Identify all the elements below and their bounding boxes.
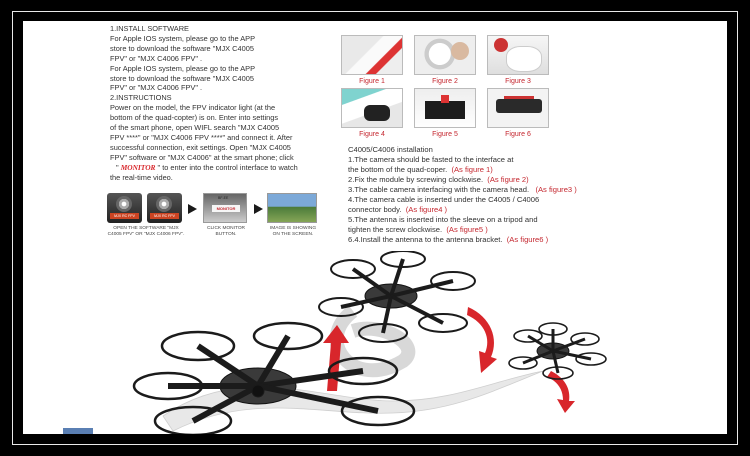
figure-5 [414, 88, 476, 138]
text-line: FPV" software or "MJX C4006" at the smart phone; click [110, 152, 294, 162]
software-instructions [110, 24, 345, 183]
step-click-monitor [203, 193, 249, 237]
install-step: 5.The antenna is inserted into the sleeve on a tripod and [348, 215, 538, 224]
camera-lens-icon [116, 196, 132, 212]
figure-image [414, 35, 476, 75]
text-line [110, 163, 345, 173]
step-open-software [107, 193, 185, 237]
text-line: For Apple IOS system, please go to the APP [110, 63, 256, 73]
figure-ref: (As figure6 ) [506, 235, 549, 244]
install-step: 4.The camera cable is inserted under the C4005 / C4006 [348, 195, 540, 204]
monitor-button: MONITOR [212, 205, 240, 212]
install-step [348, 185, 678, 195]
install-text: 6.4.Install the antenna to the antenna bracket. [348, 235, 503, 244]
figure-image [341, 88, 403, 128]
figure-6 [487, 88, 549, 138]
monitor-screen [203, 193, 247, 223]
hexacopter-illustration [23, 251, 727, 434]
page-tab-marker [63, 428, 93, 434]
monitor-word: MONITOR [120, 162, 156, 172]
screen-title: BF-EE [218, 196, 229, 200]
figure-ref: (As figure4 ) [405, 205, 448, 214]
text-line: store to download the software "MJX C4005 [110, 43, 254, 53]
installation-title: C4005/C4006 installation [348, 145, 433, 154]
figure-2 [414, 35, 476, 85]
manual-page [23, 21, 727, 434]
figure-ref: (As figure 1) [451, 165, 493, 174]
text-line: 1.INSTALL SOFTWARE [110, 24, 189, 33]
text-line: store to download the software "MJX C4005 [110, 73, 254, 83]
drone-small [509, 323, 606, 379]
app-icon-c4005 [107, 193, 142, 223]
camera-lens-icon [156, 196, 172, 212]
figure-4 [341, 88, 403, 138]
figure-ref: (As figure5 ) [446, 225, 488, 234]
text-line: of the smart phone, open WIFL search "MJX C4005 [110, 123, 280, 133]
arrow-right-icon [254, 204, 263, 214]
camera-installation [348, 145, 678, 245]
text-line: Power on the model, the FPV indicator light (at the [110, 103, 276, 113]
install-text: connector body. [348, 205, 402, 214]
text-line: FPV ****" or "MJX C4006 FPV ****" and connect it. After [110, 132, 293, 142]
install-step [348, 175, 678, 185]
figure-image [487, 88, 549, 128]
app-icon-c4006 [147, 193, 182, 223]
figure-label: Figure 3 [505, 78, 531, 85]
figure-image [341, 35, 403, 75]
install-text: the bottom of the quad-coper. [348, 165, 448, 174]
install-step: 1.The camera should be fasted to the interface at [348, 155, 514, 164]
text-line: bottom of the quad-copter) is on. Enter into settings [110, 113, 279, 123]
quote: " [116, 162, 119, 172]
figure-label: Figure 5 [432, 131, 458, 138]
install-step [348, 205, 678, 215]
install-step [348, 225, 678, 235]
text-line: For Apple IOS system, please go to the APP [110, 33, 256, 43]
figure-ref: (As figure 2) [487, 175, 529, 184]
install-text: tighten the screw clockwise. [348, 225, 443, 234]
app-tag: MJX RC FPV [150, 213, 179, 219]
install-step [348, 165, 678, 175]
text-line: the real-time video. [110, 172, 173, 182]
app-tag: MJX RC FPV [110, 213, 139, 219]
figure-label: Figure 4 [359, 131, 385, 138]
text-line: 2.INSTRUCTIONS [110, 93, 172, 103]
step-caption: CLICK MONITOR BUTTON. [206, 226, 246, 237]
figure-label: Figure 6 [505, 131, 531, 138]
figure-image [414, 88, 476, 128]
install-step [348, 235, 678, 245]
text-line: FPV" or "MJX C4006 FPV" . [110, 83, 203, 93]
figure-ref: (As figure3 ) [535, 185, 577, 194]
figure-1 [341, 35, 403, 85]
text-line: FPV" or "MJX C4006 FPV" . [110, 53, 203, 63]
arrow-right-icon [188, 204, 197, 214]
installation-figures [341, 35, 551, 149]
step-caption: OPEN THE SOFTWARE "MJX C4005 FPV" OR "MJX C4006 FPV". [107, 226, 185, 237]
figure-image [487, 35, 549, 75]
app-steps [107, 193, 337, 253]
arrow-small-icon [547, 371, 575, 413]
figure-label: Figure 2 [432, 78, 458, 85]
step-image-showing [267, 193, 319, 237]
figure-label: Figure 1 [359, 78, 385, 85]
install-text: 2.Fix the module by screwing clockwise. [348, 175, 484, 184]
figure-3 [487, 35, 549, 85]
step-caption: IMAGE IS SHOWING ON THE SCREEN. [269, 226, 317, 237]
install-text: 3.The cable camera interfacing with the camera head. [348, 185, 530, 194]
live-video-image [267, 193, 317, 223]
text-line-tail: " to enter into the control interface to watch [157, 162, 298, 172]
text-line: successful connection, exit settings. Open "MJX C4005 [110, 142, 291, 152]
arrow-down-icon [467, 307, 497, 373]
